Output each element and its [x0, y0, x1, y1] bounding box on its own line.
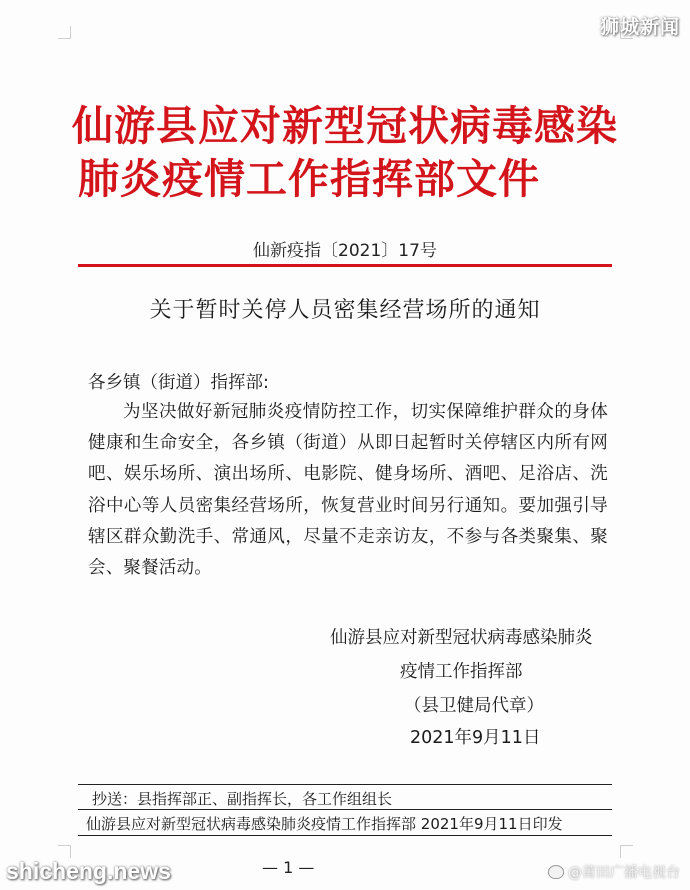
- crop-mark: [58, 26, 71, 39]
- weibo-icon: [548, 865, 564, 879]
- crop-mark: [620, 845, 633, 858]
- signature-date: 2021年9月11日: [410, 728, 541, 748]
- red-divider: [78, 264, 612, 267]
- notice-body: 为坚决做好新冠肺炎疫情防控工作，切实保障维护群众的身体健康和生命安全，各乡镇（街道）从即日起暂时关停辖区内所有网吧、娱乐场所、演出场所、电影院、健身场所、酒吧、足浴店、洗浴中心等人员密集经营场所，恢复营业时间另行通知。要加强引导辖区群众勤洗手、常通风，尽量不走亲访友，不参与各类聚集、聚会、聚餐活动。: [88, 402, 608, 579]
- notice-subject: 关于暂时关停人员密集经营场所的通知: [149, 298, 541, 323]
- document-number: 仙新疫指〔2021〕17号: [253, 241, 437, 261]
- signature-org-line2: 疫情工作指挥部: [400, 662, 523, 682]
- footer-divider: [78, 784, 612, 785]
- footer-cc: 抄送：县指挥部正、副指挥长，各工作组组长: [92, 790, 393, 808]
- document-title-line2: 肺炎疫情工作指挥部文件: [78, 155, 540, 203]
- document-title-line1: 仙游县应对新型冠状病毒感染: [72, 102, 618, 150]
- footer-divider: [78, 809, 612, 810]
- signature-seal-note: （县卫健局代章）: [404, 696, 544, 716]
- footer-issuer: 仙游县应对新型冠状病毒感染肺炎疫情工作指挥部 2021年9月11日印发: [86, 815, 563, 833]
- page-number: — 1 —: [262, 858, 315, 877]
- crop-mark: [58, 845, 71, 858]
- watermark-top-right: 狮城新闻: [599, 16, 680, 38]
- signature-org-line1: 仙游县应对新型冠状病毒感染肺炎: [330, 628, 593, 648]
- footer-divider: [78, 835, 612, 836]
- watermark-bottom-left: shicheng.news: [6, 858, 171, 884]
- notice-salutation: 各乡镇（街道）指挥部:: [88, 373, 269, 393]
- watermark-bottom-right: [548, 862, 680, 882]
- watermark-bottom-right-text: @莆田广播电视台: [568, 865, 680, 881]
